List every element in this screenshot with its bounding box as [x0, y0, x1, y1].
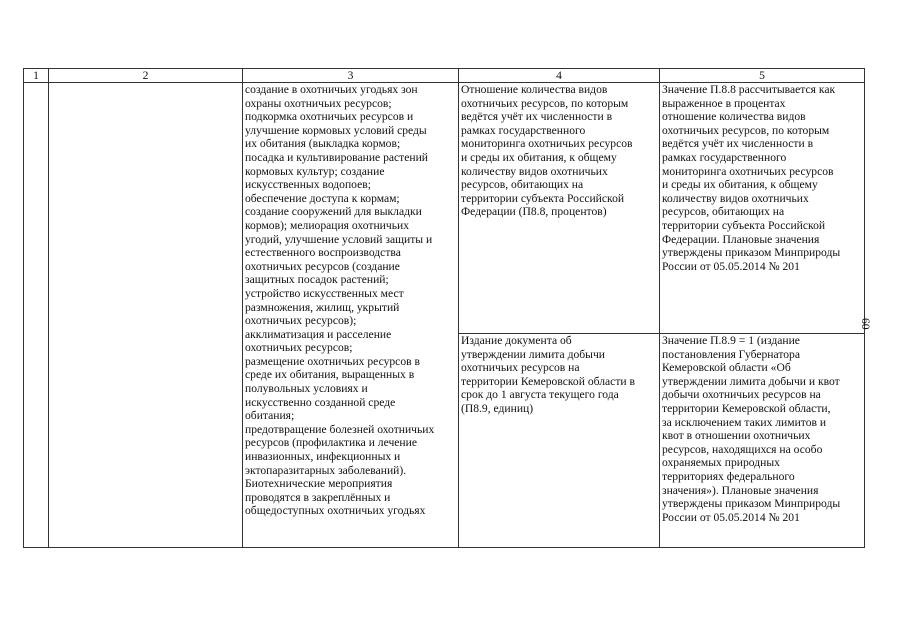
- document-table: [23, 68, 865, 548]
- table-row: [24, 83, 865, 334]
- cell-col-1: [24, 83, 49, 548]
- cell-calculation-p8-9: Значение П.8.9 = 1 (издание постановления Губернатора Кемеровской области «Об утверждении лимита добычи и квот добычи охотничьих ресурсов на территории Кемеровской области, за исключением таких лимитов и квот в отношении охотничьих ресурсов, находящихся на особо охраняемых природных территориях федерального значения»). Плановые значения утверждены приказом Минприроды России от 05.05.2014 № 201: [660, 334, 865, 548]
- cell-indicator-p8-9: Издание документа об утверждении лимита добычи охотничьих ресурсов на территории Кемеровской области в срок до 1 августа текущего года (П8.9, единиц): [459, 334, 660, 548]
- header-col-1: 1: [24, 69, 49, 83]
- cell-biotechnical-measures: создание в охотничьих угодьях зон охраны охотничьих ресурсов; подкормка охотничьих ресурсов и улучшение кормовых условий среды их обитания (выкладка кормов; посадка и культивирование растений кормовых культур; создание искусственных водопоев; обеспечение доступа к кормам; создание сооружений для выкладки кормов); мелиорация охотничьих угодий, улучшение условий защиты и естественного воспроизводства охотничьих ресурсов (создание защитных посадок растений; устройство искусственных мест размножения, жилищ, укрытий охотничьих ресурсов); акклиматизация и расселение охотничьих ресурсов; размещение охотничьих ресурсов в среде их обитания, выращенных в полувольных условиях и искусственно созданной среде обитания; предотвращение болезней охотничьих ресурсов (профилактика и лечение инвазионных, инфекционных и эктопаразитарных заболеваний). Биотехнические мероприятия проводятся в закреплённых и общедоступных охотничьих угодьях: [243, 83, 459, 548]
- header-col-2: 2: [49, 69, 243, 83]
- header-col-5: 5: [660, 69, 865, 83]
- header-col-3: 3: [243, 69, 459, 83]
- cell-col-2: [49, 83, 243, 548]
- table-header-row: [24, 69, 865, 83]
- cell-calculation-p8-8: Значение П.8.8 рассчитывается как выраженное в процентах отношение количества видов охотничьих ресурсов, по которым ведётся учёт их численности в рамках государственного мониторинга охотничьих ресурсов и среды их обитания, к общему количеству видов охотничьих ресурсов, обитающих на территории субъекта Российской Федерации. Плановые значения утверждены приказом Минприроды России от 05.05.2014 № 201: [660, 83, 865, 334]
- cell-indicator-p8-8: Отношение количества видов охотничьих ресурсов, по которым ведётся учёт их численности в рамках государственного мониторинга охотничьих ресурсов и среды их обитания, к общему количеству видов охотничьих ресурсов, обитающих на территории субъекта Российской Федерации (П8.8, процентов): [459, 83, 660, 334]
- header-col-4: 4: [459, 69, 660, 83]
- page-number: 60: [859, 318, 872, 330]
